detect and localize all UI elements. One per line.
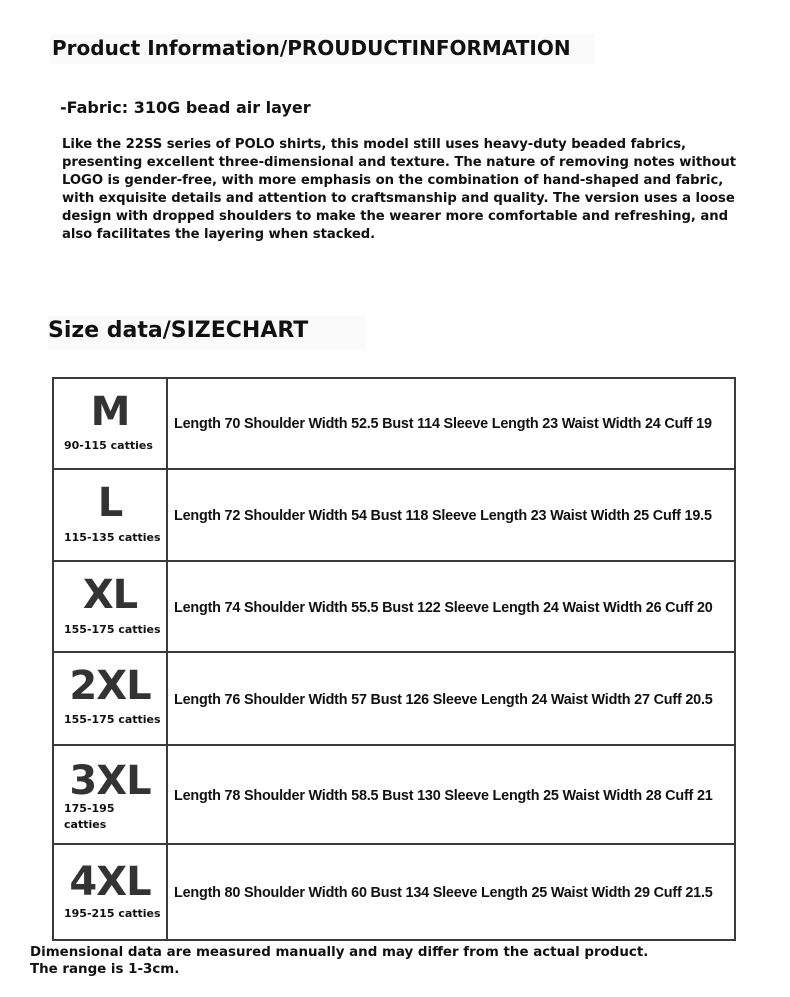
size-cell <box>54 562 168 653</box>
size-label: 3XL <box>69 758 151 804</box>
weight-range: 155-175 catties <box>64 713 161 726</box>
size-row-4xl <box>54 843 734 941</box>
weight-range: 115-135 catties <box>64 531 161 544</box>
size-cell <box>54 653 168 746</box>
weight-range: 195-215 catties <box>64 907 161 920</box>
weight-range: 155-175 catties <box>64 623 161 636</box>
size-spec: Length 74 Shoulder Width 55.5 Bust 122 Sleeve Length 24 Waist Width 26 Cuff 20 <box>174 599 713 616</box>
size-row-2xl <box>54 651 734 746</box>
size-row-3xl <box>54 744 734 845</box>
size-spec: Length 70 Shoulder Width 52.5 Bust 114 Sleeve Length 23 Waist Width 24 Cuff 19 <box>174 415 712 432</box>
size-label: L <box>97 480 123 526</box>
size-spec: Length 76 Shoulder Width 57 Bust 126 Sleeve Length 24 Waist Width 27 Cuff 20.5 <box>174 691 713 708</box>
product-description: Like the 22SS series of POLO shirts, this model still uses heavy-duty beaded fabrics, presenting excellent three-dimensional and texture. The nature of removing notes without LOGO is gender-free, with more emphasis on the combination of hand-shaped and fabric, with exquisite details and attention to craftsmanship and quality. The version uses a loose design with dropped shoulders to make the wearer more comfortable and refreshing, and also facilitates the layering when stacked. <box>62 137 737 242</box>
size-label: XL <box>82 572 138 618</box>
size-row-xl <box>54 560 734 653</box>
size-label: 4XL <box>69 859 151 905</box>
size-chart-table <box>52 377 736 941</box>
size-cell <box>54 470 168 562</box>
weight-range: 90-115 catties <box>64 439 153 452</box>
size-label: M <box>90 389 130 435</box>
size-label: 2XL <box>69 663 151 709</box>
size-chart-title: Size data/SIZECHART <box>48 316 366 349</box>
size-spec: Length 72 Shoulder Width 54 Bust 118 Sleeve Length 23 Waist Width 25 Cuff 19.5 <box>174 508 712 524</box>
size-spec: Length 80 Shoulder Width 60 Bust 134 Sleeve Length 25 Waist Width 29 Cuff 21.5 <box>174 885 713 901</box>
fabric-line: -Fabric: 310G bead air layer <box>60 98 311 117</box>
size-cell <box>54 746 168 845</box>
page-title: Product Information/PROUDUCTINFORMATION <box>50 34 595 64</box>
measurement-note: Dimensional data are measured manually and may differ from the actual product. The range is 1-3cm. <box>30 945 649 977</box>
size-cell <box>54 379 168 468</box>
size-spec: Length 78 Shoulder Width 58.5 Bust 130 Sleeve Length 25 Waist Width 28 Cuff 21 <box>174 787 713 804</box>
size-cell <box>54 845 168 941</box>
weight-range: 175-195 catties <box>64 802 115 831</box>
size-row-l <box>54 468 734 562</box>
size-row-m <box>54 379 734 468</box>
